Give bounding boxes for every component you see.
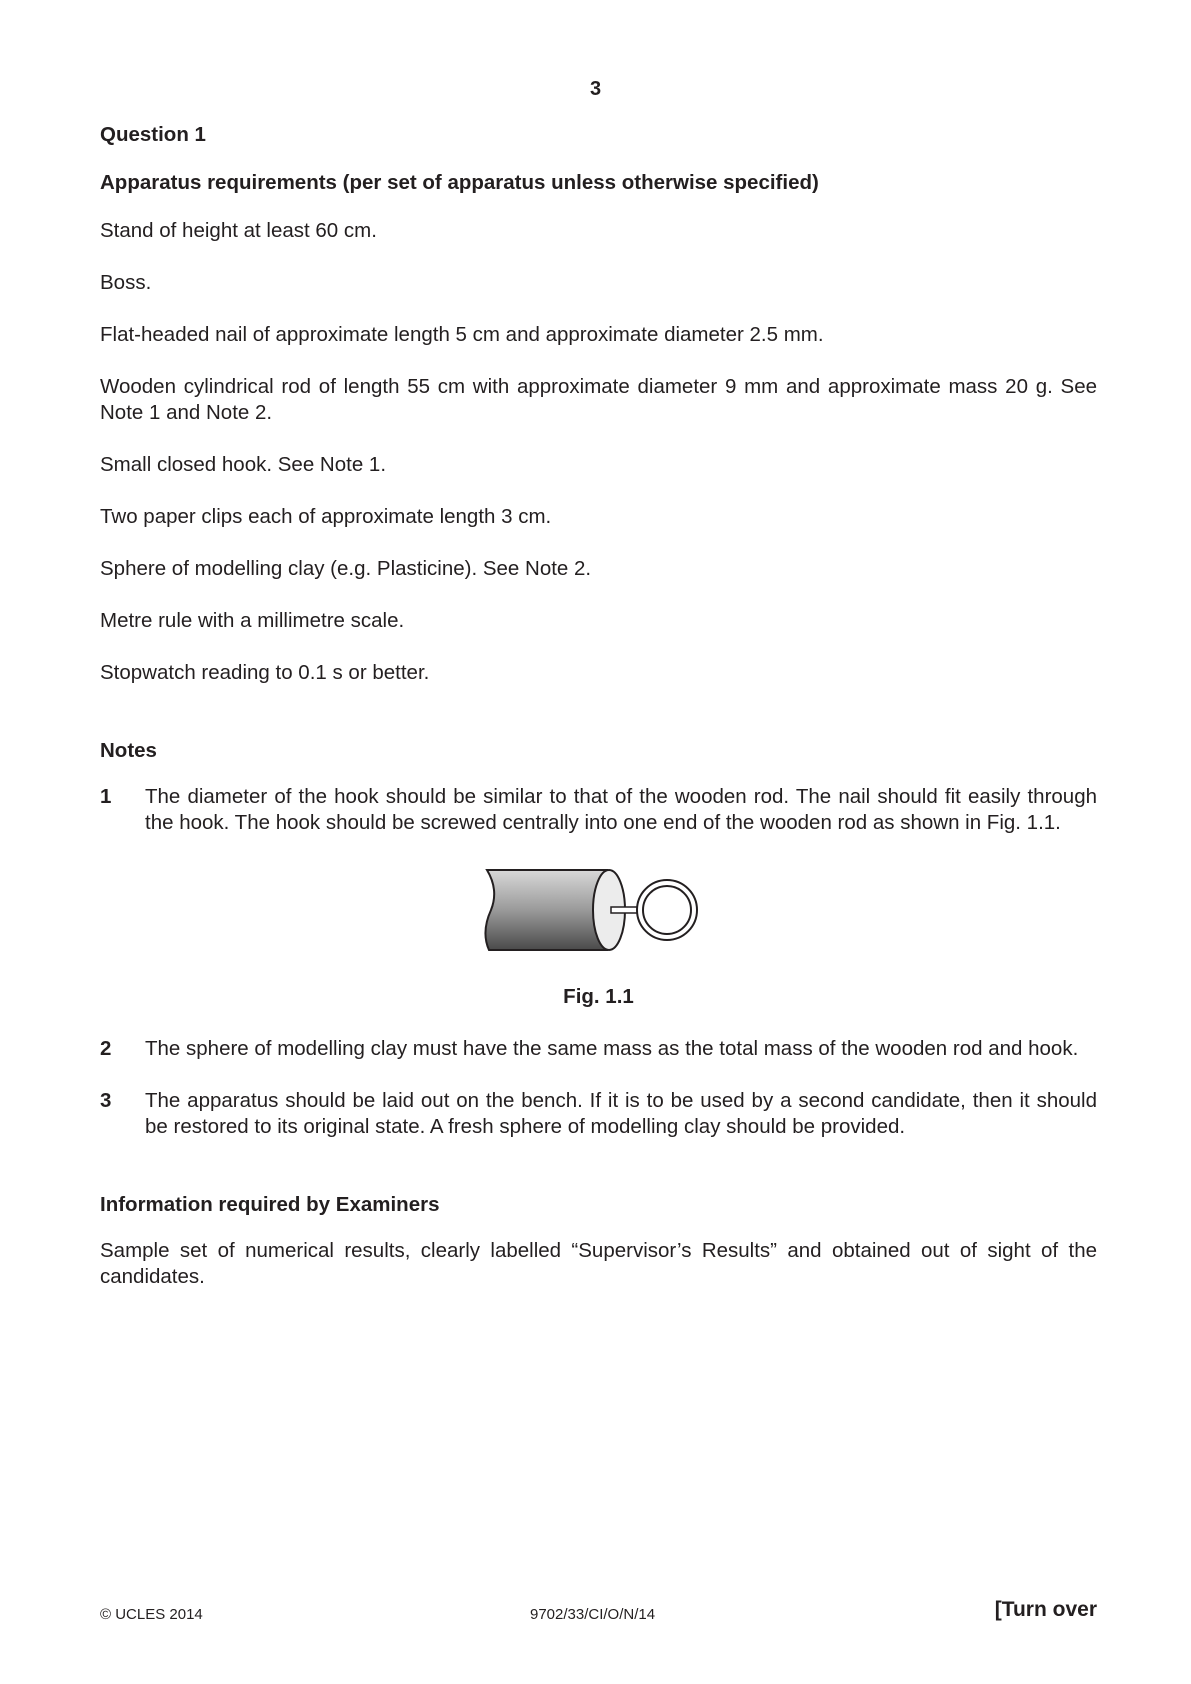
note-number: 3 xyxy=(100,1089,112,1112)
note-3 xyxy=(100,1088,1097,1140)
note-1 xyxy=(100,784,1097,836)
note-text: The diameter of the hook should be similar to that of the wooden rod. The nail should fit easily through the hook. The hook should be screwed centrally into one end of the wooden rod as shown in Fig. 1.1. xyxy=(145,785,1097,834)
apparatus-item: Metre rule with a millimetre scale. xyxy=(100,609,405,632)
turn-over-label: [Turn over xyxy=(994,1598,1097,1621)
apparatus-item: Two paper clips each of approximate length 3 cm. xyxy=(100,505,552,528)
figure-caption: Fig. 1.1 xyxy=(563,985,634,1008)
figure-1-1 xyxy=(100,862,1097,1010)
info-text: Sample set of numerical results, clearly labelled “Supervisor’s Results” and obtained out of sight of the candidates. xyxy=(100,1239,1097,1288)
page-number: 3 xyxy=(589,78,602,100)
apparatus-item: Sphere of modelling clay (e.g. Plasticine). See Note 2. xyxy=(100,557,592,580)
note-2 xyxy=(100,1036,1097,1062)
copyright-notice: © UCLES 2014 xyxy=(100,1606,203,1623)
apparatus-item: Flat-headed nail of approximate length 5 cm and approximate diameter 2.5 mm. xyxy=(100,323,824,346)
paper-code: 9702/33/CI/O/N/14 xyxy=(530,1606,656,1623)
apparatus-item: Boss. xyxy=(100,271,152,294)
apparatus-item: Wooden cylindrical rod of length 55 cm with approximate diameter 9 mm and approximate mass 20 g. See Note 1 and Note 2. xyxy=(100,375,1097,424)
apparatus-item: Small closed hook. See Note 1. xyxy=(100,453,387,476)
note-text: The apparatus should be laid out on the bench. If it is to be used by a second candidate, then it should be restored to its original state. A fresh sphere of modelling clay should be provided. xyxy=(145,1089,1097,1138)
document-body xyxy=(100,122,1097,1316)
question-title: Question 1 xyxy=(100,123,206,146)
notes-heading: Notes xyxy=(100,739,157,762)
note-number: 2 xyxy=(100,1037,112,1060)
note-number: 1 xyxy=(100,785,112,808)
note-text: The sphere of modelling clay must have the same mass as the total mass of the wooden rod and hook. xyxy=(145,1037,1079,1060)
info-heading: Information required by Examiners xyxy=(100,1193,440,1216)
apparatus-item: Stand of height at least 60 cm. xyxy=(100,219,377,242)
rod-with-hook-illustration xyxy=(479,862,719,958)
apparatus-item: Stopwatch reading to 0.1 s or better. xyxy=(100,661,430,684)
apparatus-heading: Apparatus requirements (per set of apparatus unless otherwise specified) xyxy=(100,171,819,194)
